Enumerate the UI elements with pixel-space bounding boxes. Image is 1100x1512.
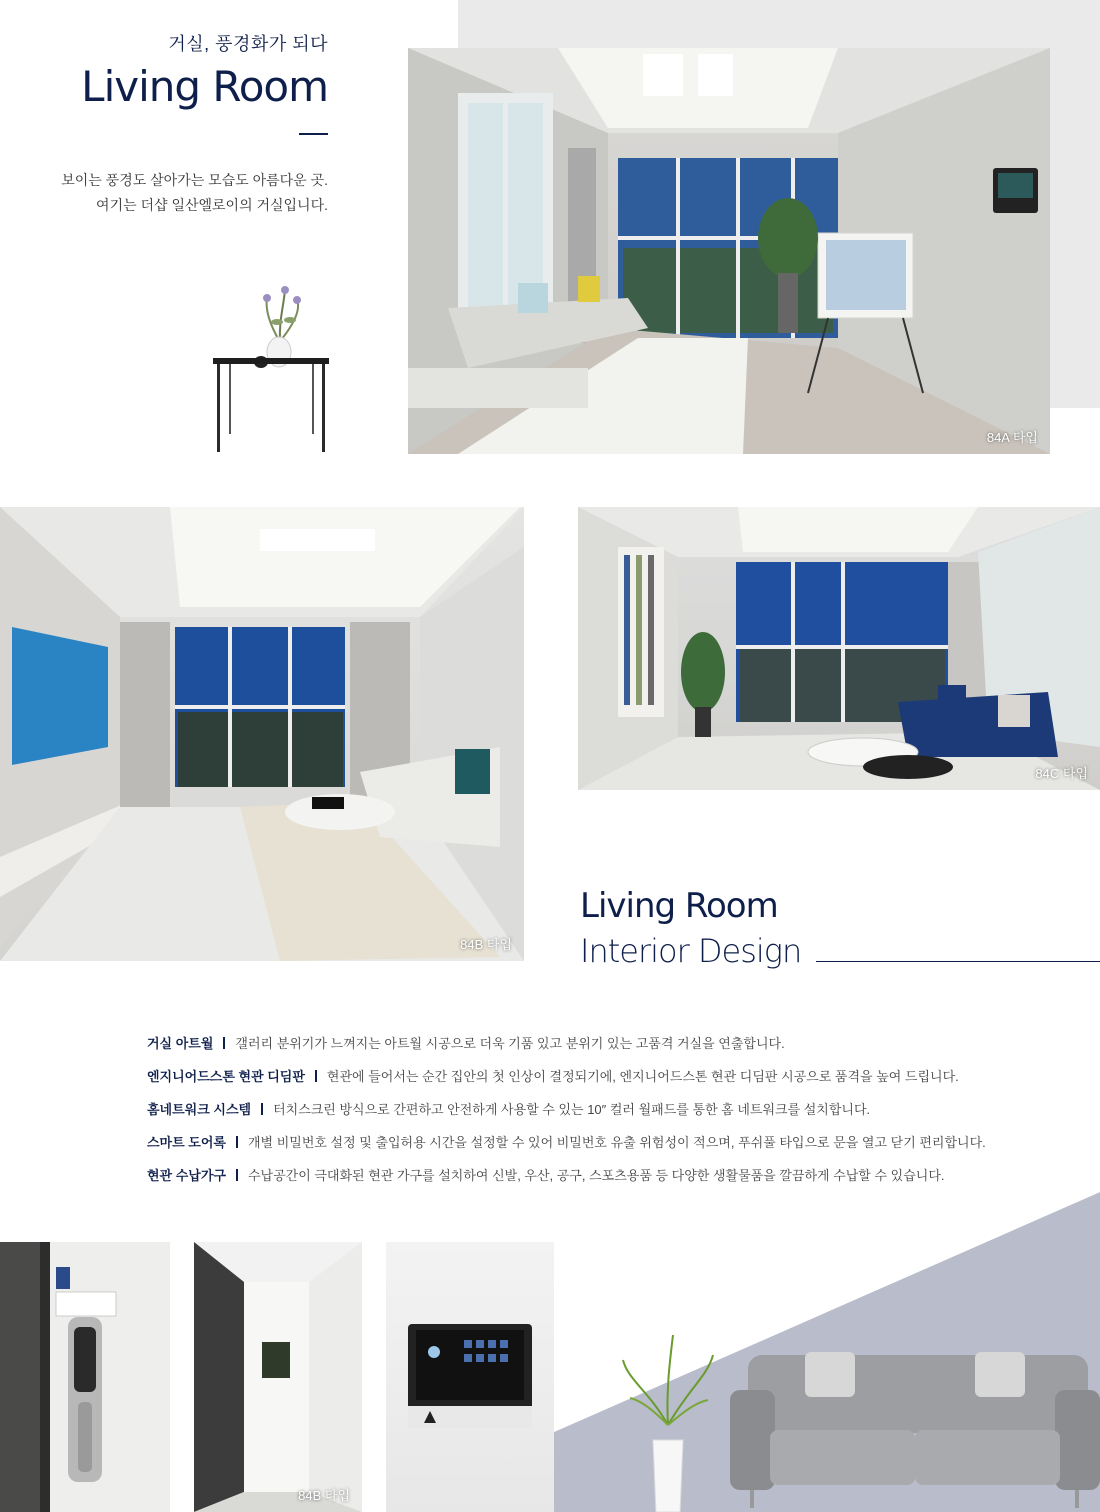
list-item [147, 1125, 1077, 1158]
list-item [147, 1059, 1077, 1092]
section-subtitle: Interior Design [580, 932, 802, 970]
feature-separator [236, 1169, 238, 1181]
feature-desc: 갤러리 분위기가 느껴지는 아트월 시공으로 더욱 기품 있고 분위기 있는 고품격 거실을 연출합니다. [235, 1036, 785, 1051]
feature-title: 현관 수납가구 [147, 1168, 226, 1183]
photo-84b-caption: 84B 타입 [460, 937, 512, 952]
feature-desc: 현관에 들어서는 순간 집안의 첫 인상이 결정되기에, 엔지니어드스톤 현관 디딤판 시공으로 품격을 높여 드립니다. [326, 1069, 959, 1084]
list-item [147, 1158, 1077, 1191]
photo-84c-caption: 84C 타입 [1035, 766, 1088, 781]
living-room-photo-84c [578, 507, 1100, 790]
list-item [147, 1092, 1077, 1125]
intro-divider [299, 133, 328, 135]
photo-entrance-caption: 84B 타입 [298, 1488, 350, 1503]
entrance-hallway-photo [194, 1242, 362, 1512]
potted-plant-icon [618, 1330, 718, 1512]
wallpad-photo [386, 1242, 554, 1512]
section-divider [816, 961, 1100, 962]
living-room-84a-scene [408, 48, 1050, 454]
side-table-illustration [205, 280, 335, 455]
feature-desc: 수납공간이 극대화된 현관 가구를 설치하여 신발, 우산, 공구, 스포츠용품 등 다양한 생활물품을 깔끔하게 수납할 수 있습니다. [247, 1168, 945, 1183]
feature-title: 거실 아트월 [147, 1036, 214, 1051]
living-room-84b-scene [0, 507, 524, 961]
feature-separator [223, 1037, 225, 1049]
living-room-photo-84b [0, 507, 524, 961]
feature-separator [315, 1070, 317, 1082]
photo-84a-caption: 84A 타입 [986, 430, 1038, 445]
wallpad-icon [408, 1324, 532, 1428]
living-room-photo-84a [408, 48, 1050, 454]
feature-title: 엔지니어드스톤 현관 디딤판 [147, 1069, 305, 1084]
plant-icon [263, 286, 301, 342]
feature-desc: 터치스크린 방식으로 간편하고 안전하게 사용할 수 있는 10″ 컬러 월패드를 통한 홈 네트워크를 설치합니다. [273, 1102, 871, 1117]
feature-desc: 개별 비밀번호 설정 및 출입허용 시간을 설정할 수 있어 비밀번호 유출 위험성이 적으며, 푸쉬풀 타입으로 문을 열고 닫기 편리합니다. [247, 1135, 986, 1150]
gray-sofa-icon [730, 1350, 1100, 1512]
feature-list [147, 1026, 1077, 1191]
blue-sofa-icon [898, 692, 1058, 757]
section-title: Living Room [580, 886, 778, 926]
feature-separator [236, 1136, 238, 1148]
living-room-84c-scene [578, 507, 1100, 790]
intro-desc-line2: 여기는 더샵 일산엘로이의 거실입니다. [96, 197, 328, 213]
intro-subtitle: 거실, 풍경화가 되다 [168, 34, 328, 54]
door-lock-photo [0, 1242, 170, 1512]
door-lock-icon [68, 1317, 102, 1482]
intro-title: Living Room [81, 62, 328, 111]
intro-description [8, 168, 328, 218]
list-item [147, 1026, 1077, 1059]
feature-title: 스마트 도어록 [147, 1135, 226, 1150]
feature-separator [261, 1103, 263, 1115]
intro-desc-line1: 보이는 풍경도 살아가는 모습도 아름다운 곳. [61, 172, 328, 188]
feature-title: 홈네트워크 시스템 [147, 1102, 252, 1117]
